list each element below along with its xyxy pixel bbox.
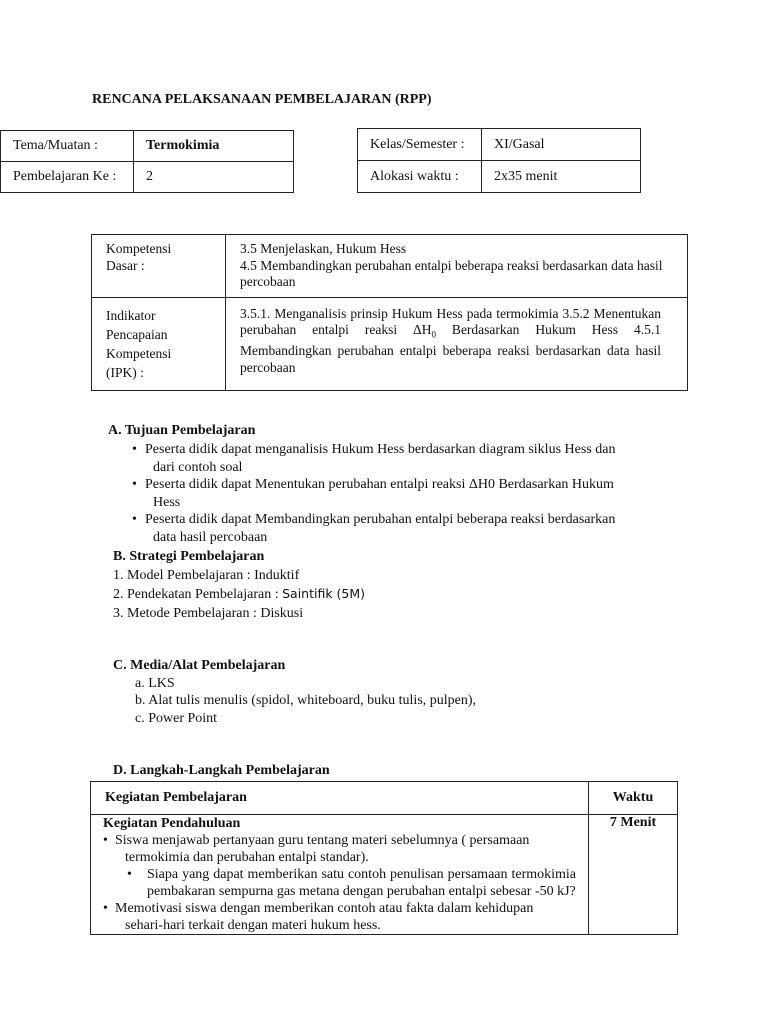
ipk-label-line: Kompetensi bbox=[106, 345, 172, 361]
phase-title: Kegiatan Pendahuluan bbox=[103, 816, 241, 831]
meta-value: XI/Gasal bbox=[482, 129, 641, 161]
step-item bbox=[103, 900, 576, 934]
bullet-icon: • bbox=[132, 512, 137, 527]
list-item-text: Peserta didik dapat Menentukan perubahan entalpi reaksi ΔH0 Berdasarkan Hukum bbox=[145, 477, 614, 492]
step-text: Memotivasi siswa dengan memberikan contoh atau fakta dalam kehidupan bbox=[115, 901, 534, 916]
step-text: Siswa menjawab pertanyaan guru tentang materi sebelumnya ( persamaan bbox=[115, 833, 530, 848]
tujuan-list bbox=[108, 441, 668, 546]
meta-table-left bbox=[0, 130, 294, 193]
column-header-kegiatan: Kegiatan Pembelajaran bbox=[91, 782, 589, 815]
section-heading: C. Media/Alat Pembelajaran bbox=[113, 658, 286, 673]
meta-row-kelas bbox=[358, 129, 641, 161]
kegiatan-cell bbox=[91, 815, 589, 935]
section-strategi bbox=[113, 548, 673, 623]
meta-label: Tema/Muatan : bbox=[1, 131, 134, 162]
list-item-text: dari contoh soal bbox=[153, 459, 243, 475]
document-title: RENCANA PELAKSANAAN PEMBELAJARAN (RPP) bbox=[92, 92, 432, 107]
meta-value: 2 bbox=[134, 162, 294, 193]
meta-table-right bbox=[357, 128, 641, 193]
strategi-metode: 3. Metode Pembelajaran : Diskusi bbox=[113, 605, 304, 621]
ipk-label-line: (IPK) : bbox=[106, 364, 144, 380]
list-item-text: Hess bbox=[153, 494, 181, 510]
list-item bbox=[108, 511, 668, 546]
bullet-icon: • bbox=[103, 833, 108, 848]
kd-row bbox=[92, 235, 688, 298]
ipk-label-line: Indikator bbox=[106, 307, 156, 323]
steps-header-row bbox=[91, 782, 678, 815]
bullet-icon: • bbox=[132, 477, 137, 492]
steps-table bbox=[90, 781, 678, 935]
strategi-pendekatan-label: 2. Pendekatan Pembelajaran : bbox=[113, 587, 283, 602]
media-item: c. Power Point bbox=[135, 710, 218, 726]
list-item bbox=[108, 441, 668, 476]
kd-label-line: Dasar : bbox=[106, 257, 145, 273]
step-text: sehari-hari terkait dengan materi hukum hess. bbox=[125, 918, 381, 933]
table-row bbox=[91, 815, 678, 935]
bullet-icon: • bbox=[132, 442, 137, 457]
list-item-text: data hasil percobaan bbox=[153, 529, 268, 545]
bullet-icon: • bbox=[127, 867, 132, 882]
ipk-content bbox=[226, 297, 688, 390]
strategi-pendekatan-value: Saintifik (5M) bbox=[282, 586, 366, 601]
strategi-model: 1. Model Pembelajaran : Induktif bbox=[113, 567, 300, 583]
competency-table bbox=[91, 234, 688, 391]
meta-value: 2x35 menit bbox=[482, 161, 641, 193]
kd-item: 4.5 Membandingkan perubahan entalpi beberapa reaksi berdasarkan data hasil percobaan bbox=[240, 257, 663, 289]
ipk-text: Berdasarkan Hukum Hess 4.5.1 Membandingkan perubahan entalpi beberapa reaksi berdasarkan data hasil percobaan bbox=[240, 322, 662, 375]
section-media bbox=[113, 657, 673, 727]
meta-row-pembelajaran bbox=[1, 162, 294, 193]
list-item-text: Peserta didik dapat Membandingkan perubahan entalpi beberapa reaksi berdasarkan bbox=[145, 512, 616, 527]
meta-row-alokasi bbox=[358, 161, 641, 193]
step-subitem-text: Siapa yang dapat memberikan satu contoh penulisan persamaan termokimia pembakaran sempurna gas metana dengan perubahan entalpi sebesar -50 kJ? bbox=[147, 867, 576, 899]
ipk-label bbox=[92, 297, 226, 390]
list-item bbox=[108, 476, 668, 511]
waktu-cell: 7 Menit bbox=[589, 815, 678, 935]
media-item: a. LKS bbox=[135, 675, 175, 691]
section-heading: D. Langkah-Langkah Pembelajaran bbox=[113, 763, 330, 778]
strategi-pendekatan bbox=[113, 585, 673, 605]
section-tujuan bbox=[108, 423, 668, 546]
ipk-row bbox=[92, 297, 688, 390]
step-item bbox=[103, 832, 576, 866]
ipk-subscript: 0 bbox=[431, 329, 436, 340]
ipk-text: 3.5.1. Menganalisis prinsip Hukum Hess pada termokimia 3.5.2 Menentukan perubahan entalpi reaksi ΔH bbox=[240, 305, 661, 337]
kd-label-line: Kompetensi bbox=[106, 241, 172, 256]
kd-label bbox=[92, 235, 226, 298]
meta-label: Kelas/Semester : bbox=[358, 129, 482, 161]
column-header-waktu: Waktu bbox=[589, 782, 678, 815]
kd-content bbox=[226, 235, 688, 298]
bullet-icon: • bbox=[103, 901, 108, 916]
meta-label: Pembelajaran Ke : bbox=[1, 162, 134, 193]
kd-item: 3.5 Menjelaskan, Hukum Hess bbox=[240, 241, 407, 256]
section-heading: A. Tujuan Pembelajaran bbox=[108, 423, 256, 438]
section-heading: B. Strategi Pembelajaran bbox=[113, 549, 265, 564]
meta-value: Termokimia bbox=[134, 131, 294, 162]
media-item: b. Alat tulis menulis (spidol, whiteboard, buku tulis, pulpen), bbox=[135, 693, 477, 708]
list-item-text: Peserta didik dapat menganalisis Hukum Hess berdasarkan diagram siklus Hess dan bbox=[145, 442, 616, 457]
meta-label: Alokasi waktu : bbox=[358, 161, 482, 193]
meta-row-tema bbox=[1, 131, 294, 162]
step-subitem bbox=[103, 866, 576, 900]
step-text: termokimia dan perubahan entalpi standar). bbox=[125, 850, 369, 865]
ipk-label-line: Pencapaian bbox=[106, 326, 168, 342]
